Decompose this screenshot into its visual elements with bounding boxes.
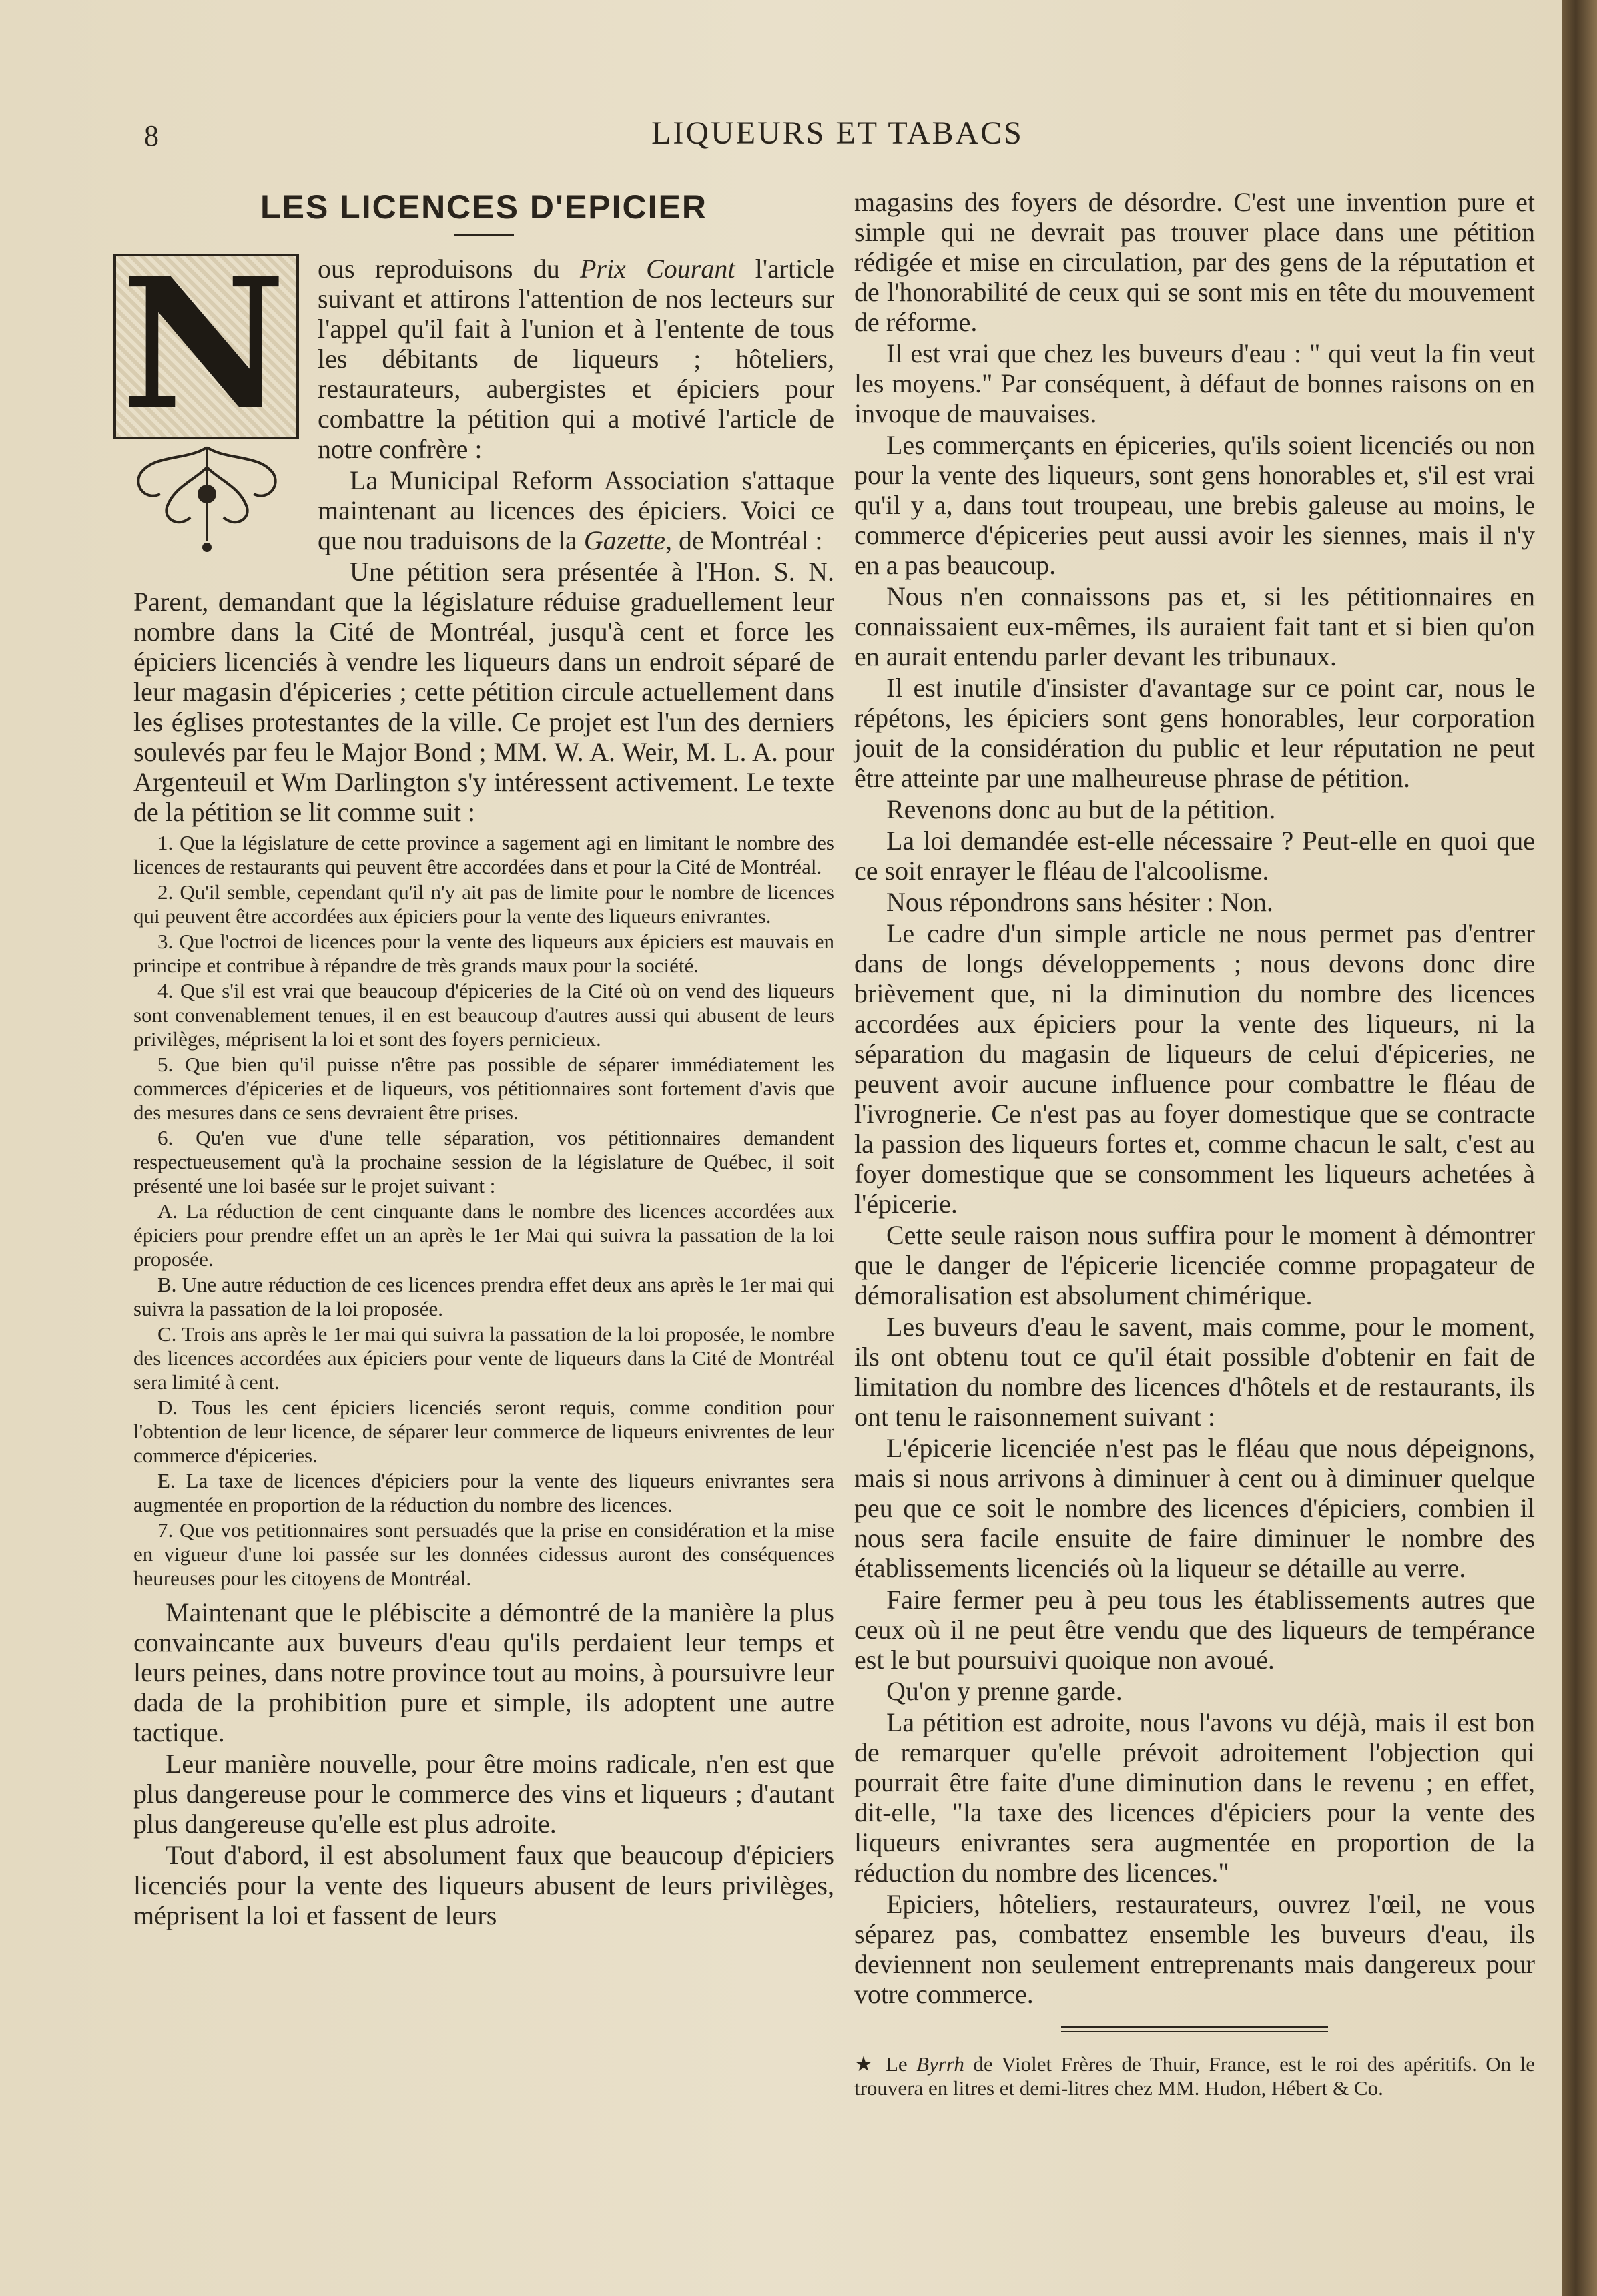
right-column xyxy=(854,187,1535,2102)
running-title: LIQUEURS ET TABACS xyxy=(651,115,1024,151)
petition-item: C. Trois ans après le 1er mai qui suivra la passation de la loi proposée, le nombre des licences accordées aux épiciers pour vente de liqueurs dans la Cité de Montréal sera limité à cent. xyxy=(133,1322,834,1394)
body-paragraph: Faire fermer peu à peu tous les établissements autres que ceux où il ne peut être vendu que des liqueurs de tempérance est le but poursuivi quoique non avoué. xyxy=(854,1585,1535,1675)
petition-item: A. La réduction de cent cinquante dans le nombre des licences accordées aux épiciers pour prendre effet un an après le 1er Mai qui suivra la passation de la loi proposée. xyxy=(133,1199,834,1271)
body-paragraph: Qu'on y prenne garde. xyxy=(886,1676,1123,1706)
title-rule xyxy=(454,234,514,236)
body-paragraph: Nous répondrons sans hésiter : Non. xyxy=(886,887,1273,917)
petition-item: B. Une autre réduction de ces licences prendra effet deux ans après le 1er mai qui suivra la passation de la loi proposée. xyxy=(133,1273,834,1320)
page-number: 8 xyxy=(144,119,159,152)
body-paragraph: Leur manière nouvelle, pour être moins radicale, n'en est que plus dangereuse pour le commerce des vins et liqueurs ; d'autant plus dangereuse qu'elle est plus adroite. xyxy=(133,1749,834,1839)
intro-paragraph-1: ous reproduisons du Prix Courant l'article suivant et attirons l'attention de nos lecteurs sur l'appel qu'il fait à l'union et à l'entente de tous les débitants de liqueurs ; hôteliers, restaurateurs, aubergistes et épiciers pour combattre la pétition qui a motivé l'article de notre confrère : xyxy=(318,254,835,464)
body-paragraph: Tout d'abord, il est absolument faux que beaucoup d'épiciers licenciés pour la vente des liqueurs abusent de leurs privilèges, méprisent la loi et fassent de leurs xyxy=(133,1840,834,1930)
petition-item: 6. Qu'en vue d'une telle séparation, vos pétitionnaires demandent respectueusement qu'à la prochaine session de la législature de Québec, il soit présenté une loi basée sur le projet suivant : xyxy=(133,1126,834,1197)
body-paragraph: Epiciers, hôteliers, restaurateurs, ouvrez l'œil, ne vous séparez pas, combattez ensemble les buveurs d'eau, ils deviennent non seulement entreprenants mais dangereux pour votre commerce. xyxy=(854,1889,1535,2009)
body-paragraph: Il est vrai que chez les buveurs d'eau : " qui veut la fin veut les moyens." Par conséquent, à défaut de bonnes raisons on en invoque de mauvaises. xyxy=(854,338,1535,428)
ornamental-dropcap xyxy=(113,238,307,561)
body-paragraph: Une pétition sera présentée à l'Hon. S. N. Parent, demandant que la législature réduise graduellement leur nombre dans la Cité de Montréal, jusqu'à cent et force les épiciers licenciés à vendre les liqueurs dans un endroit séparé de leur magasin d'épiceries ; cette pétition circule actuellement dans les églises protestantes de la ville. Ce projet est l'un des derniers soulevés par feu le Major Bond ; MM. W. A. Weir, M. L. A. pour Argenteuil et Wm Darlington s'y intéressent activement. Le texte de la pétition se lit comme suit : xyxy=(133,557,834,827)
body-paragraph: Nous n'en connaissons pas et, si les pétitionnaires en connaissaient eux-mêmes, ils auraient fait tant et si bien qu'on en aurait entendu parler devant les tribunaux. xyxy=(854,581,1535,671)
petition-item: 7. Que vos petitionnaires sont persuadés que la prise en considération et la mise en vigueur d'une loi passée sur les données cidessus auront des conséquences heureuses pour les citoyens de Montréal. xyxy=(133,1518,834,1590)
petition-item: 1. Que la législature de cette province a sagement agi en limitant le nombre des licences de restaurants qui peuvent être accordées dans et pour la Cité de Montréal. xyxy=(133,831,834,878)
left-column xyxy=(121,187,835,1932)
petition-item: D. Tous les cent épiciers licenciés seront requis, comme condition pour l'obtention de leur licence, de séparer leur commerce de liqueurs enivrentes de leur commerce d'épiceries. xyxy=(133,1396,834,1467)
body-paragraph: magasins des foyers de désordre. C'est une invention pure et simple qui ne devrait pas trouver place dans une pétition rédigée et mise en circulation, par des gens de la réputation et de l'honorabilité de ceux qui se sont mis en tête du mouvement de réforme. xyxy=(854,187,1535,337)
dropcap-letter: N xyxy=(121,238,286,450)
section-divider xyxy=(1061,2026,1328,2032)
petition-item: E. La taxe de licences d'épiciers pour la vente des liqueurs enivrantes sera augmentée en proportion de la réduction du nombre des licences. xyxy=(133,1469,834,1516)
body-paragraph: L'épicerie licenciée n'est pas le fléau que nous dépeignons, mais si nous arrivons à diminuer à cent ou à diminuer quelque peu que ce soit le nombre des licences d'épiciers, combien il nous sera facile ensuite de faire diminuer le nombre des établissements licenciés où la liqueur se détaille au verre. xyxy=(854,1433,1535,1583)
petition-item: 4. Que s'il est vrai que beaucoup d'épiceries de la Cité où on vend des liqueurs sont convenablement tenues, il en est beaucoup d'autres aussi qui abusent de leurs privilèges, méprisent la loi et sont des foyers pernicieux. xyxy=(133,979,834,1051)
article-title: LES LICENCES D'EPICIER xyxy=(260,188,707,226)
body-paragraph: Revenons donc au but de la pétition. xyxy=(886,794,1276,824)
body-paragraph: Il est inutile d'insister d'avantage sur ce point car, nous le répétons, les épiciers sont gens honorables, leur corporation jouit de la considération du public et leur réputation ne peut être atteinte par une malheureuse phrase de pétition. xyxy=(854,673,1535,793)
star-icon: ★ xyxy=(854,2052,877,2076)
body-paragraph: Le cadre d'un simple article ne nous permet pas d'entrer dans de longs développements ; nous devons donc dire brièvement que, ni la diminution du nombre des licences accordées aux épiciers pour la vente des liqueurs, ni la séparation du magasin de liqueurs de celui d'épiceries, ne peuvent avoir aucune influence pour combattre le fléau de l'ivrognerie. Ce n'est pas au foyer domestique que se contracte la passion des liqueurs fortes et, comme chacun le salt, c'est au foyer domestique que se consomment les liqueurs achetées à l'épicerie. xyxy=(854,918,1535,1219)
petition-text xyxy=(133,831,834,1591)
intro-paragraph-2: La Municipal Reform Association s'attaque maintenant au licences des épiciers. Voici ce que nou traduisons de la Gazette, de Montréal : xyxy=(318,465,834,555)
page-header xyxy=(133,113,1542,160)
body-paragraph: La pétition est adroite, nous l'avons vu déjà, mais il est bon de remarquer qu'elle prévoit adroitement l'objection qui pourrait être faite d'une diminution dans le revenu ; en effet, dit-elle, "la taxe des licences d'épiciers pour la vente des liqueurs enivrantes sera augmentée en proportion de la réduction du nombre des licences." xyxy=(854,1707,1535,1888)
footnote-advertisement: ★ Le Byrrh de Violet Frères de Thuir, France, est le roi des apéritifs. On le trouvera en litres et demi-litres chez MM. Hudon, Hébert & Co. xyxy=(854,2052,1536,2100)
body-paragraph: Les commerçants en épiceries, qu'ils soient licenciés ou non pour la vente des liqueurs, sont gens honorables et, s'il est vrai qu'il y a, dans tout troupeau, une brebis galeuse au moins, le commerce d'épiceries peut aussi avoir les siennes, mais il n'y en a pas beaucoup. xyxy=(854,430,1535,580)
petition-item: 3. Que l'octroi de licences pour la vente des liqueurs aux épiciers est mauvais en principe et contribue à répandre de très grands maux pour la société. xyxy=(133,930,834,977)
body-paragraph: La loi demandée est-elle nécessaire ? Peut-elle en quoi que ce soit enrayer le fléau de l'alcoolisme. xyxy=(854,826,1535,886)
petition-item: 2. Qu'il semble, cependant qu'il n'y ait pas de limite pour le nombre de licences qui peuvent être accordées aux épiciers pour la vente des liqueurs enivrantes. xyxy=(133,880,834,928)
body-paragraph: Maintenant que le plébiscite a démontré de la manière la plus convaincante aux buveurs d'eau qu'ils perdaient leur temps et leurs peines, dans notre province tout au moins, à poursuivre leur dada de la prohibition pure et simple, ils adoptent une autre tactique. xyxy=(133,1597,834,1747)
petition-item: 5. Que bien qu'il puisse n'être pas possible de séparer immédiatement les commerces d'épiceries et de liqueurs, vos pétitionnaires sont fortement d'avis que des mesures dans ce sens devraient être prises. xyxy=(133,1053,834,1124)
binding-edge xyxy=(1562,0,1597,2296)
body-paragraph: Cette seule raison nous suffira pour le moment à démontrer que le danger de l'épicerie licenciée comme propagateur de démoralisation est absolument chimérique. xyxy=(854,1220,1535,1310)
floral-ornament-icon xyxy=(127,441,287,554)
body-paragraph: Les buveurs d'eau le savent, mais comme, pour le moment, ils ont obtenu tout ce qu'il était possible d'obtenir en fait de limitation du nombre des licences d'hôtels et de restaurants, ils ont tenu le raisonnement suivant : xyxy=(854,1312,1535,1432)
